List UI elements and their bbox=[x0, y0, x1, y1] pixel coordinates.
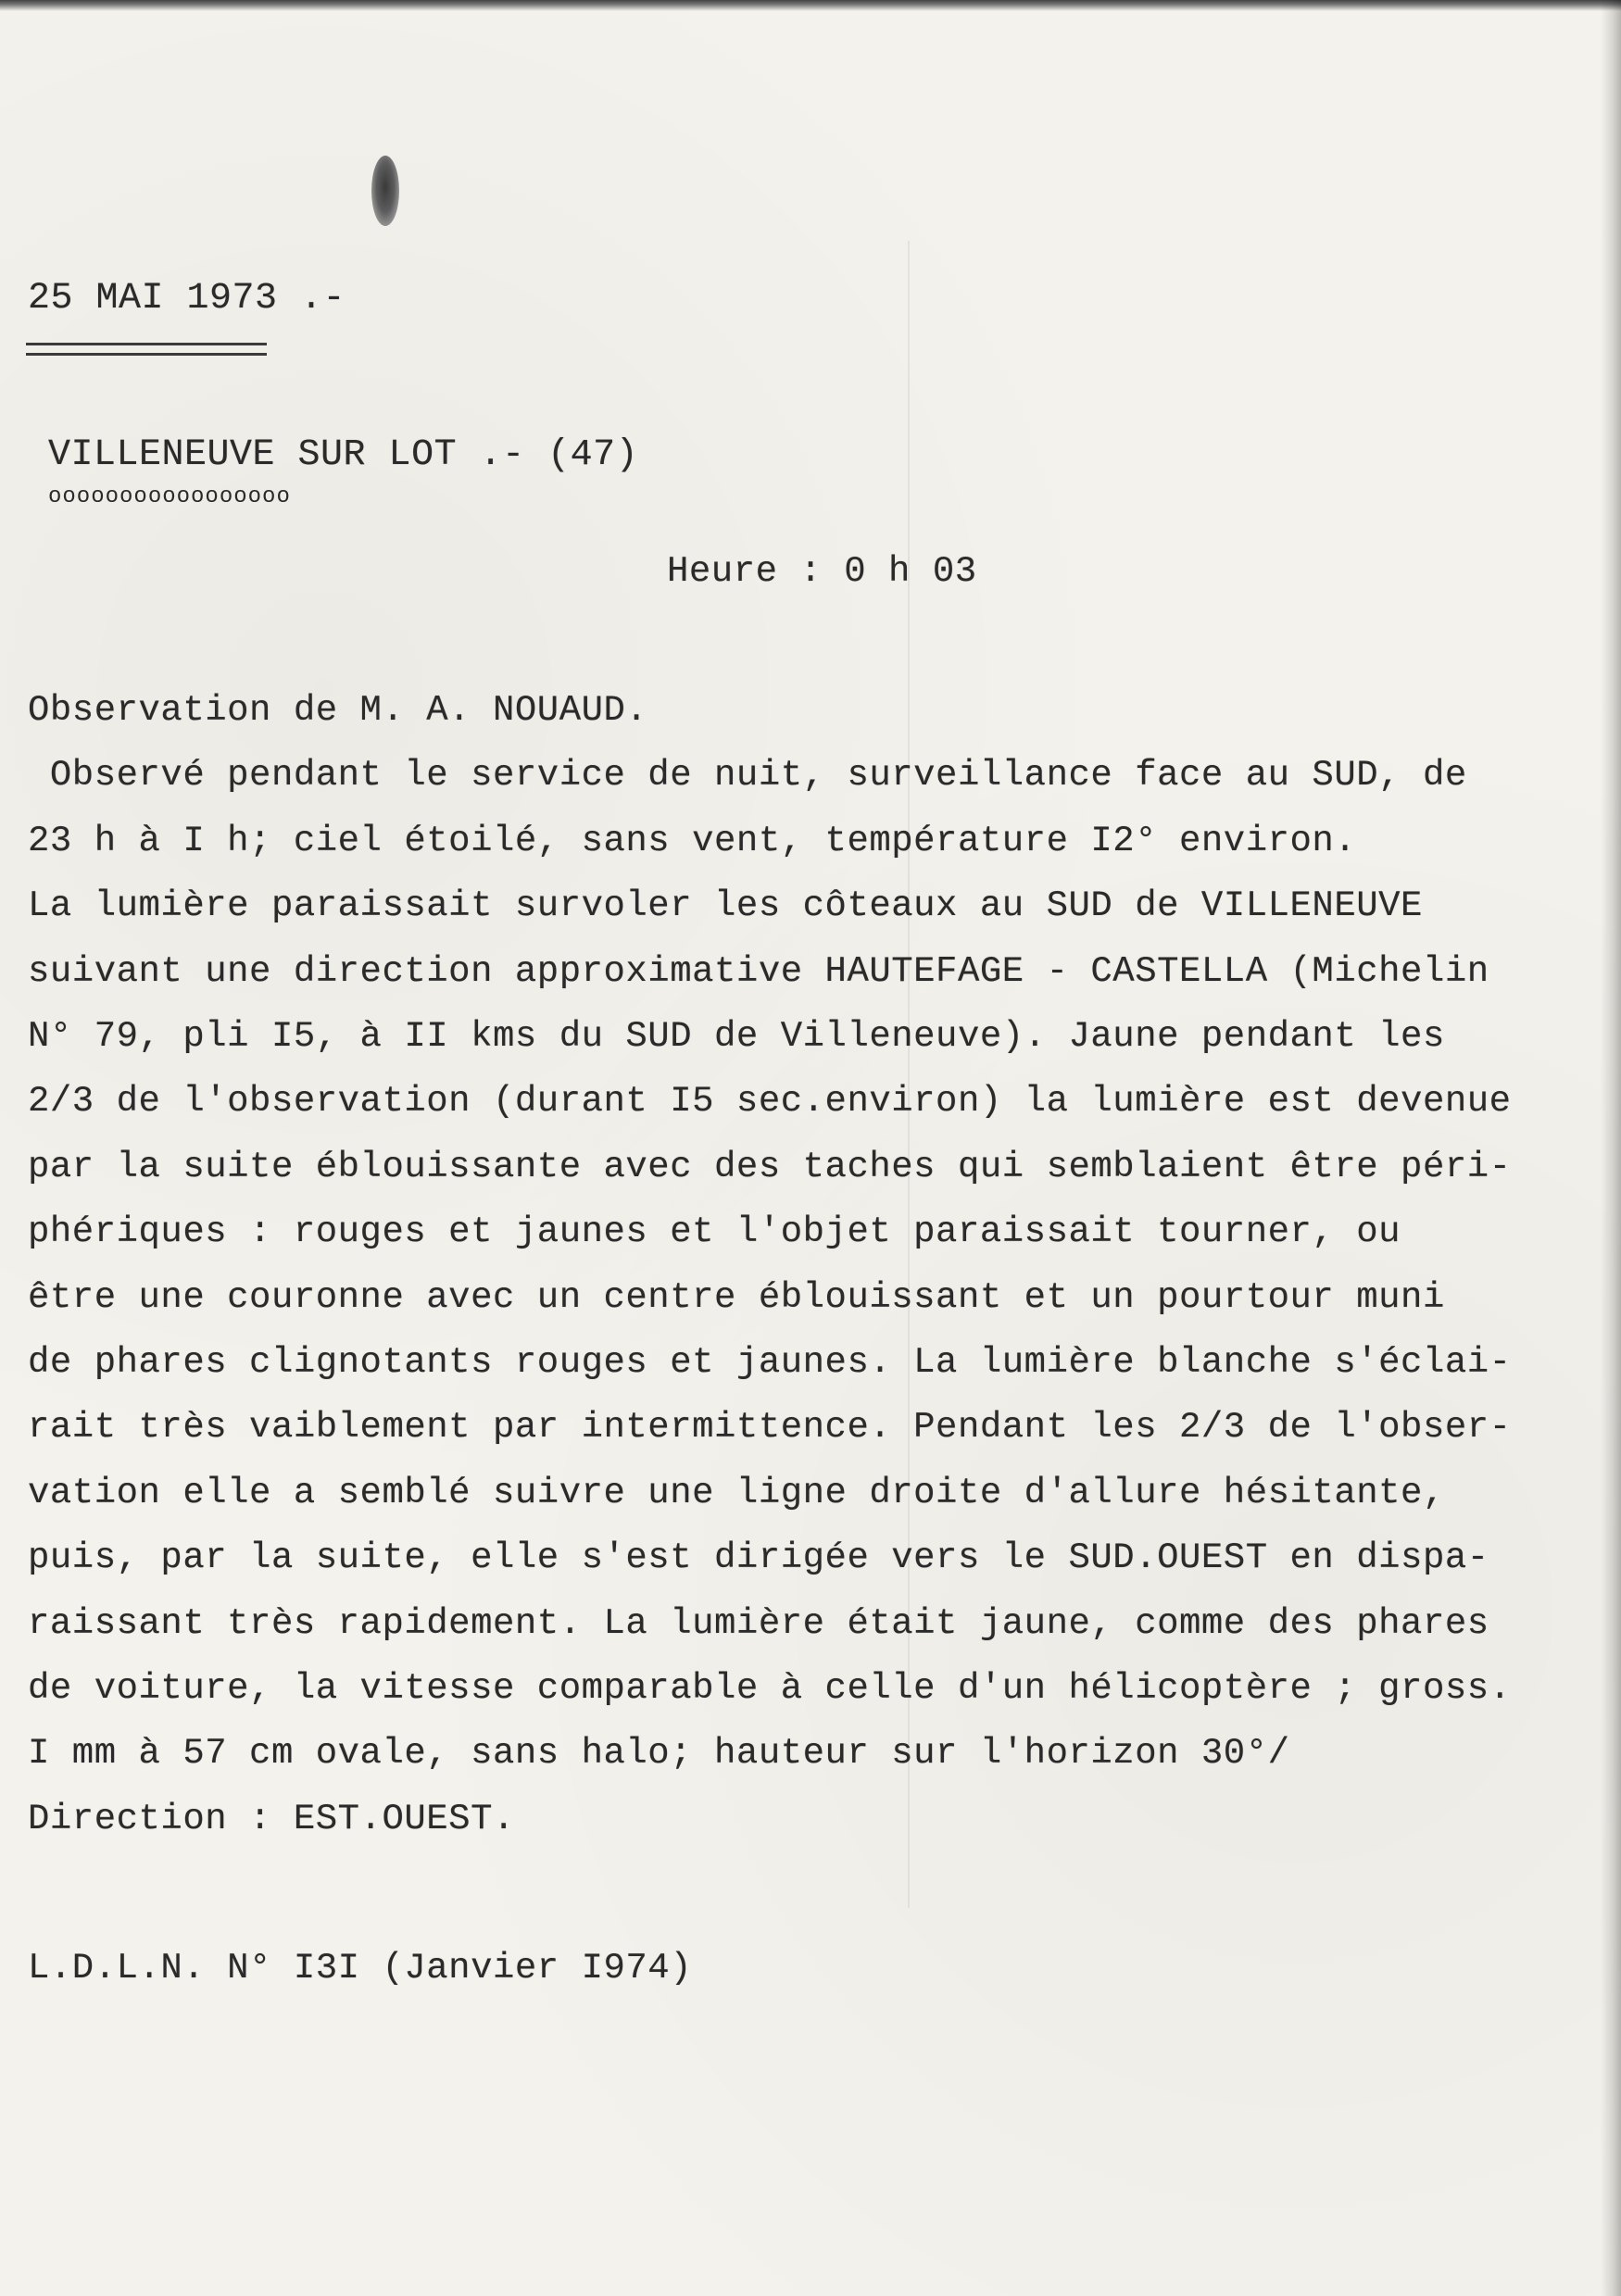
body-line: I mm à 57 cm ovale, sans halo; hauteur sur l'horizon 30°/ bbox=[28, 1733, 1290, 1774]
source-reference: L.D.L.N. N° I3I (Janvier I974) bbox=[28, 1948, 693, 1989]
document-date: 25 MAI 1973 .- bbox=[28, 278, 346, 320]
body-line: suivant une direction approximative HAUTEFAGE - CASTELLA (Michelin bbox=[28, 951, 1489, 992]
body-line: Observé pendant le service de nuit, surveillance face au SUD, de bbox=[28, 755, 1467, 796]
body-line: rait très vaiblement par intermittence. Pendant les 2/3 de l'obser- bbox=[28, 1407, 1512, 1448]
paper-fold bbox=[908, 241, 910, 1908]
location-underline: ooooooooooooooooo bbox=[48, 484, 291, 509]
body-line: par la suite éblouissante avec des taches qui semblaient être péri- bbox=[28, 1147, 1512, 1187]
scan-top-edge bbox=[0, 0, 1621, 11]
body-line: Direction : EST.OUEST. bbox=[28, 1799, 515, 1839]
body-line: phériques : rouges et jaunes et l'objet paraissait tourner, ou bbox=[28, 1211, 1401, 1252]
location-heading: VILLENEUVE SUR LOT .- (47) bbox=[48, 434, 639, 476]
body-line: 23 h à I h; ciel étoilé, sans vent, température I2° environ. bbox=[28, 821, 1357, 861]
scan-right-edge bbox=[1601, 0, 1621, 2296]
body-line: de phares clignotants rouges et jaunes. La lumière blanche s'éclai- bbox=[28, 1342, 1512, 1383]
body-line: raissant très rapidement. La lumière était jaune, comme des phares bbox=[28, 1603, 1489, 1644]
body-line: être une couronne avec un centre éblouissant et un pourtour muni bbox=[28, 1277, 1445, 1318]
body-line: La lumière paraissait survoler les côteaux au SUD de VILLENEUVE bbox=[28, 885, 1423, 926]
date-underline bbox=[26, 343, 267, 356]
body-line: puis, par la suite, elle s'est dirigée vers le SUD.OUEST en dispa- bbox=[28, 1537, 1489, 1578]
body-line: vation elle a semblé suivre une ligne droite d'allure hésitante, bbox=[28, 1473, 1445, 1513]
body-line: 2/3 de l'observation (durant I5 sec.environ) la lumière est devenue bbox=[28, 1081, 1512, 1122]
body-line: de voiture, la vitesse comparable à celle d'un hélicoptère ; gross. bbox=[28, 1668, 1512, 1709]
body-line: N° 79, pli I5, à II kms du SUD de Villeneuve). Jaune pendant les bbox=[28, 1016, 1445, 1057]
punch-hole bbox=[371, 156, 399, 226]
observation-time: Heure : 0 h 03 bbox=[667, 551, 977, 592]
observer-heading: Observation de M. A. NOUAUD. bbox=[28, 690, 648, 731]
